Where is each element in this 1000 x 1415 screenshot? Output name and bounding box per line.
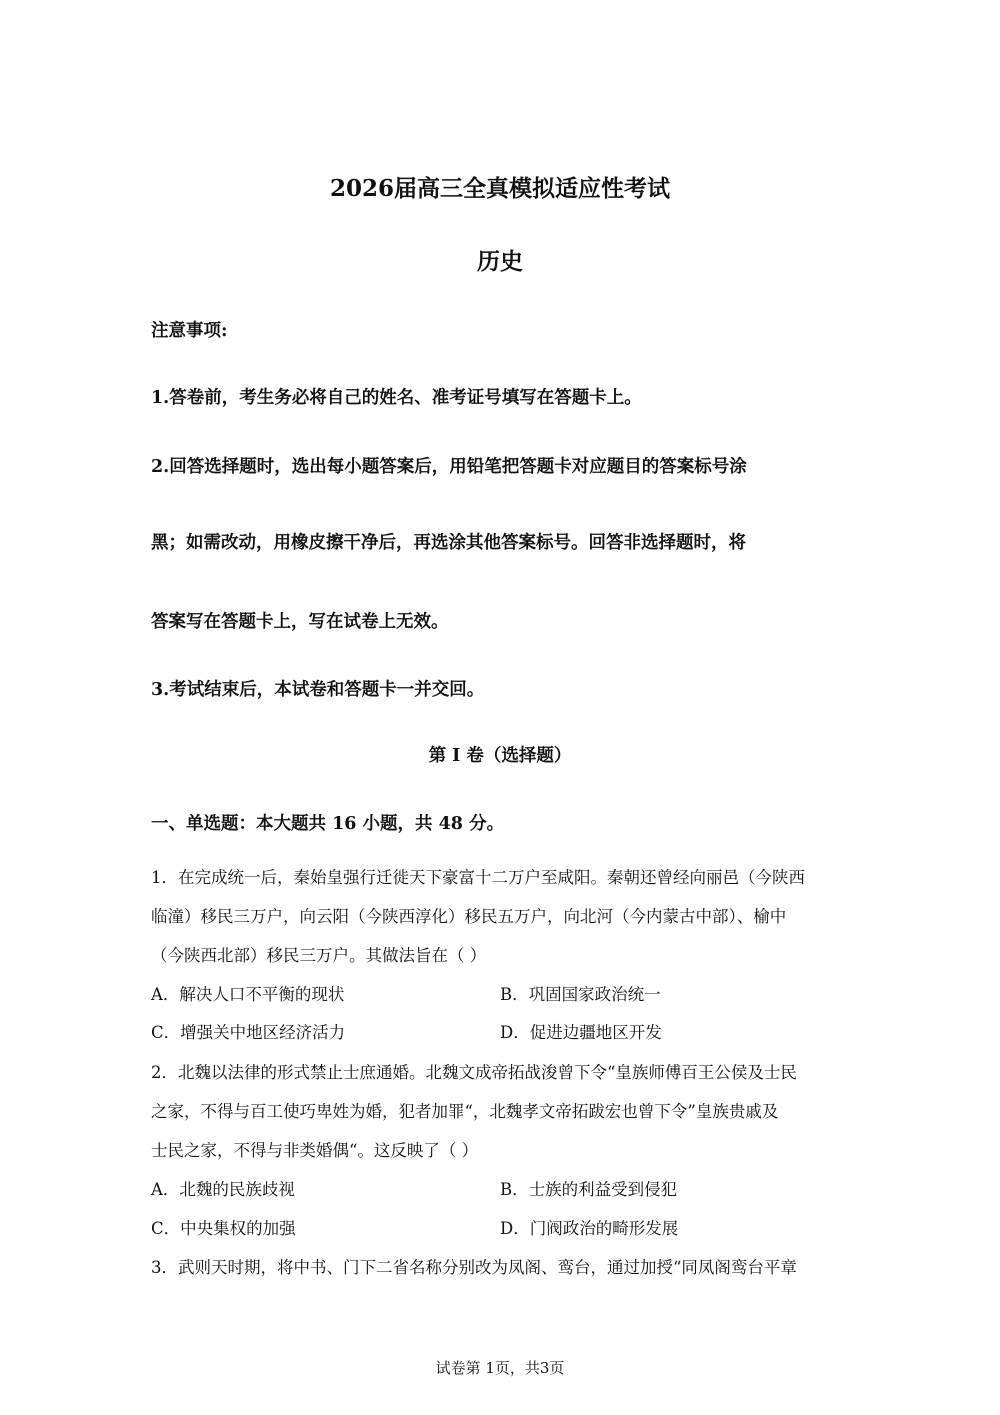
option-d: D．门阀政治的畸形发展 (500, 1219, 679, 1238)
option-c: C．增强关中地区经济活力 (151, 1023, 346, 1042)
option-c: C．中央集权的加强 (151, 1219, 296, 1238)
option-a: A．解决人口不平衡的现状 (151, 985, 345, 1004)
question-text-line: （今陕西北部）移民三万户。其做法旨在（ ） (151, 946, 487, 965)
notice-item-3: 3.考试结束后，本试卷和答题卡一并交回。 (151, 680, 485, 700)
notice-heading: 注意事项: (151, 321, 228, 341)
page-footer: 试卷第 1页，共3页 (435, 1359, 565, 1377)
part-title: 一、单选题：本大题共 16 小题，共 48 分。 (151, 814, 505, 834)
notice-item-2-line-2: 黑；如需改动，用橡皮擦干净后，再选涂其他答案标号。回答非选择题时，将 (151, 533, 746, 553)
volume-title: 第 I 卷（选择题） (428, 746, 572, 766)
notice-item-2-line-1: 2.回答选择题时，选出每小题答案后，用铅笔把答题卡对应题目的答案标号涂 (151, 457, 747, 477)
exam-title: 2026届高三全真模拟适应性考试 (329, 175, 670, 202)
notice-item-1: 1.答卷前，考生务必将自己的姓名、准考证号填写在答题卡上。 (151, 388, 642, 408)
question-text-line: 1．在完成统一后，秦始皇强行迁徙天下豪富十二万户至咸阳。秦朝还曾经向丽邑（今陕西 (151, 868, 805, 887)
question-text-line: 之家，不得与百工使巧卑姓为婚，犯者加罪“，北魏孝文帝拓跋宏也曾下令”皇族贵戚及 (151, 1102, 779, 1121)
option-b: B．士族的利益受到侵犯 (500, 1180, 678, 1199)
question-text-line: 2．北魏以法律的形式禁止士庶通婚。北魏文成帝拓战浚曾下令“皇族师傅百王公侯及士民 (151, 1063, 797, 1082)
option-d: D．促进边疆地区开发 (500, 1023, 662, 1042)
option-a: A．北魏的民族歧视 (151, 1180, 295, 1199)
notice-item-2-line-3: 答案写在答题卡上，写在试卷上无效。 (151, 612, 449, 632)
option-b: B．巩固国家政治统一 (500, 985, 661, 1004)
question-text-line: 临潼）移民三万户，向云阳（今陕西淳化）移民五万户，向北河（今内蒙古中部）、榆中 (151, 907, 787, 926)
question-text-line: 3．武则天时期，将中书、门下二省名称分别改为凤阁、鸾台，通过加授“同凤阁鸾台平章 (151, 1258, 797, 1277)
subject-title: 历史 (477, 248, 523, 275)
question-text-line: 士民之家，不得与非类婚偶“。这反映了（ ） (151, 1141, 479, 1160)
